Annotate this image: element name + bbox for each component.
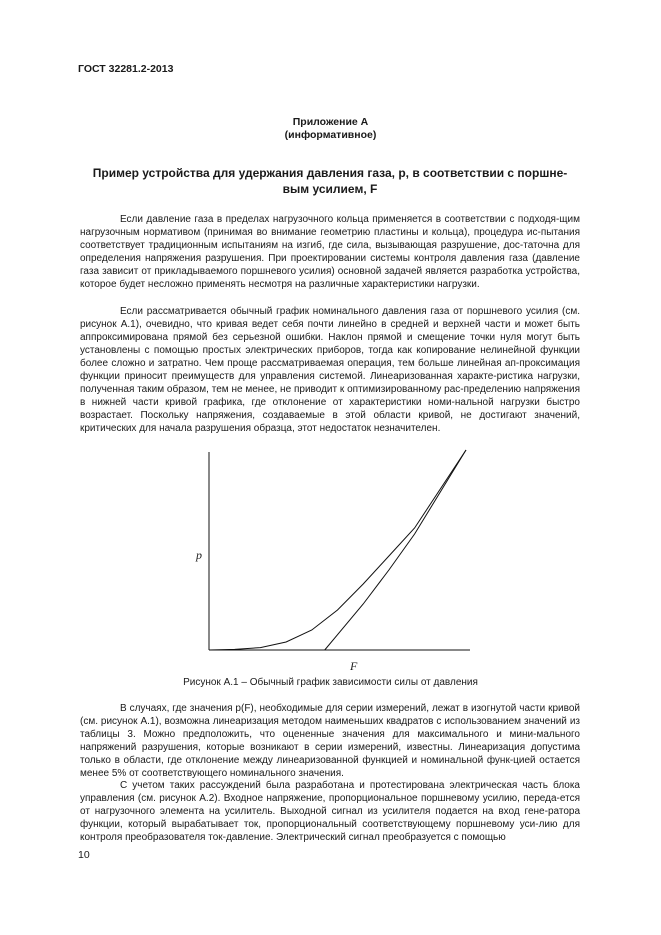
linear-approximation-line (325, 450, 466, 650)
page-number: 10 (78, 849, 90, 861)
paragraph-3: В случаях, где значения p(F), необходимые для серии измерений, лежат в изогнутой части кривой (см. рисунок А.1), возможна линеаризация методом наименьших квадратов с использованием значений из таблицы 3. Можно предположить, что оцененные значения для максимального и мини-мального напряжений разрушения, которые возникают в серии измерений, известны. Линеаризация допустима только в области, где отклонение между линеаризованной функцией и номинальной функ-цией остается менее 5% от соответствующего номинального значения. (80, 703, 580, 779)
paragraph-1: Если давление газа в пределах нагрузочного кольца применяется в соответствии с подходя-щим нагрузочным нормативом (принимая во внимание геометрию пластины и кольца), процедура ис-пытания соответствует традиционным испытаниям на изгиб, где сила, вызывающая разрушение, дос-таточна для определения напряжения разрушения. При проектировании системы контроля давления газа (давление газа зависит от прикладываемого поршневого усилия) основной задачей является разработка устройства, которое будет несложно применять несмотря на различные характеристики нагрузки. (80, 214, 580, 290)
x-axis-label: F (350, 659, 358, 670)
section-title: Пример устройства для удержания давления газа, p, в соответствии с поршне-вым усилием, F (92, 166, 568, 196)
figure-caption: Рисунок А.1 – Обычный график зависимости силы от давления (183, 677, 478, 688)
nominal-curve (209, 450, 466, 650)
paragraph-4: С учетом таких рассуждений была разработана и протестирована электрическая часть блока управления (см. рисунок А.2). Входное напряжение, пропорциональное поршневому усилию, переда-ется от нагрузочного элемента на усилитель. Выходной сигнал из усилителя подается на вход гене-ратора функции, который вырабатывает ток, пропорциональный соответствующему поршневому уси-лию для контроля преобразователя ток-давление. Электрический сигнал преобразуется с помощью (80, 780, 580, 843)
y-axis-label: p (196, 548, 202, 562)
pressure-force-chart (190, 448, 490, 670)
standard-number: ГОСТ 32281.2-2013 (78, 63, 174, 75)
appendix-subtitle: (информативное) (284, 129, 377, 141)
paragraph-2: Если рассматривается обычный график номинального давления газа от поршневого усилия (см. рисунок А.1), очевидно, что кривая ведет себя почти линейно в средней и верхней части и может быть аппроксимирована прямой без серьезной ошибки. Наклон прямой и смещение точки нуля могут быть установлены с помощью простых электрических приборов, тогда как копирование нелинейной функции более сложно и затратно. Чем проще рассматриваемая операция, тем больше линейная ап-проксимация функции приносит преимуществ для управления системой. Линеаризованная характе-ристика нагрузки, полученная таким образом, тем не менее, не приводит к оптимизированному рас-пределению напряжения в нижней части кривой графика, где отклонение от характеристики номи-нальной нагрузки быстро возрастает. Поскольку напряжения, создаваемые в этой области кривой, не достигают значений, критических для начала разрушения образца, этот недостаток незначителен. (80, 306, 580, 434)
appendix-title: Приложение А (292, 116, 369, 128)
